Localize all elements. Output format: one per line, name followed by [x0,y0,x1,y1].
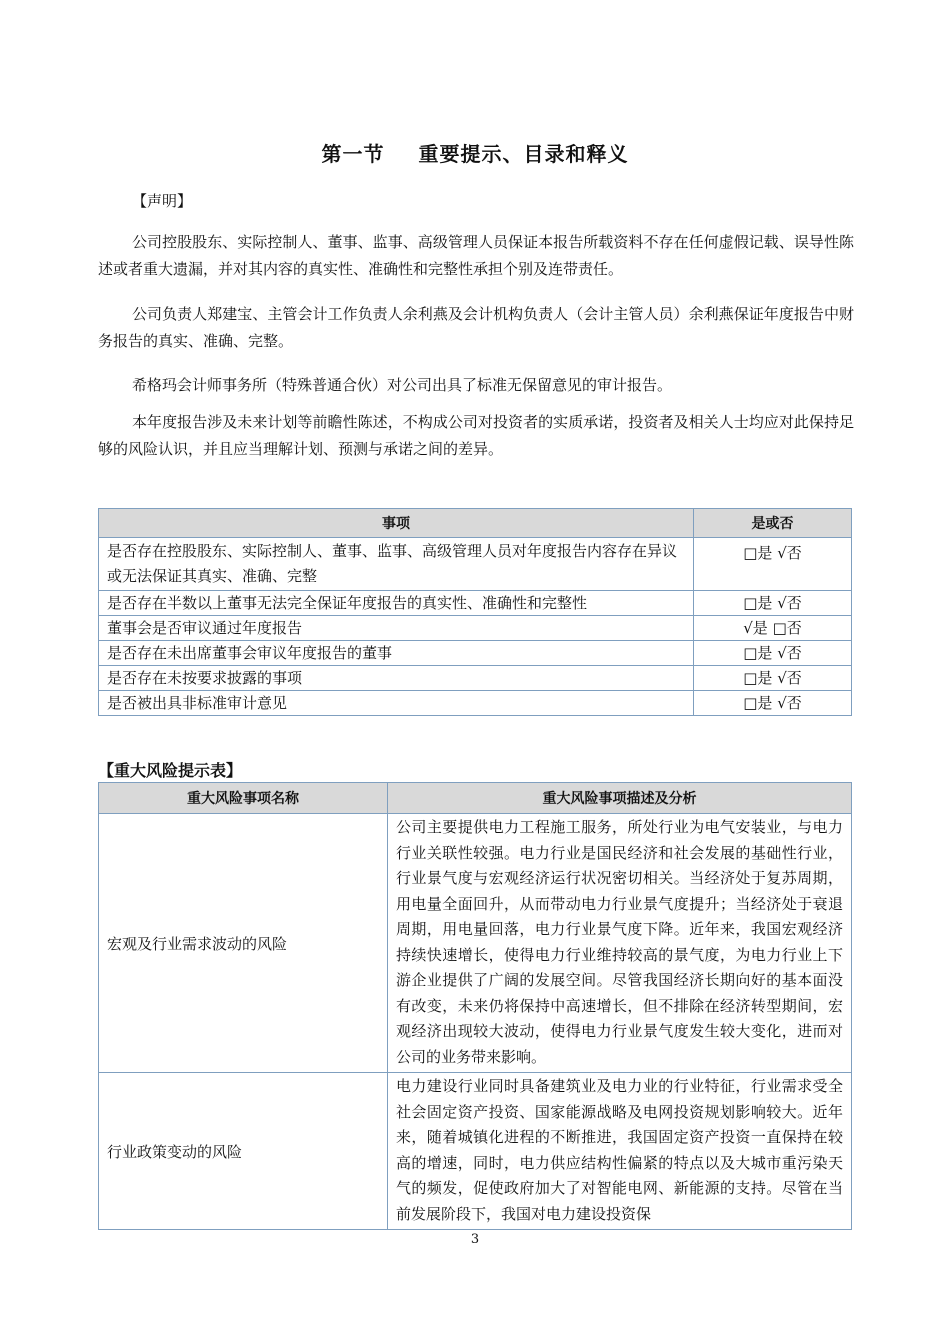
table-row [99,591,852,616]
table-row [99,1073,852,1230]
column-header-answer: 是或否 [694,509,852,538]
page-number: 3 [470,1232,480,1247]
statement-paragraph-1: 公司控股股东、实际控制人、董事、监事、高级管理人员保证本报告所载资料不存在任何虚假记载、误导性陈述或者重大遗漏，并对其内容的真实性、准确性和完整性承担个别及连带责任。 [98,233,854,278]
section-title-text: 重要提示、目录和释义 [418,142,629,166]
table-row [99,691,852,716]
table-row [99,641,852,666]
matter-item: 是否存在控股股东、实际控制人、董事、监事、高级管理人员对年度报告内容存在异议或无法保证其真实、准确、完整 [99,538,694,591]
statement-paragraph-2: 公司负责人郑建宝、主管会计工作负责人余利燕及会计机构负责人（会计主管人员）余利燕保证年度报告中财务报告的真实、准确、完整。 [98,305,854,350]
risk-name: 行业政策变动的风险 [99,1073,388,1230]
matters-table [98,508,852,716]
statement-label: 【声明】 [132,192,193,210]
table-header-row [99,509,852,538]
matter-answer: □是 √否 [694,641,852,666]
risk-name: 宏观及行业需求波动的风险 [99,814,388,1073]
risk-table [98,782,852,1230]
matter-item: 是否存在半数以上董事无法完全保证年度报告的真实性、准确性和完整性 [99,591,694,616]
column-header-item: 事项 [99,509,694,538]
risk-table-heading: 【重大风险提示表】 [98,761,243,780]
table-row [99,616,852,641]
table-row [99,666,852,691]
matter-item: 是否存在未出席董事会审议年度报告的董事 [99,641,694,666]
matter-item: 是否存在未按要求披露的事项 [99,666,694,691]
statement-paragraph-3: 希格玛会计师事务所（特殊普通合伙）对公司出具了标准无保留意见的审计报告。 [132,376,673,394]
risk-description: 公司主要提供电力工程施工服务，所处行业为电气安装业，与电力行业关联性较强。电力行业是国民经济和社会发展的基础性行业，行业景气度与宏观经济运行状况密切相关。当经济处于复苏周期，用电量全面回升，从而带动电力行业景气度提升；当经济处于衰退周期，用电量回落，电力行业景气度下降。近年来，我国宏观经济持续快速增长，使得电力行业维持较高的景气度，为电力行业上下游企业提供了广阔的发展空间。尽管我国经济长期向好的基本面没有改变，未来仍将保持中高速增长，但不排除在经济转型期间，宏观经济出现较大波动，使得电力行业景气度发生较大变化，进而对公司的业务带来影响。 [388,814,852,1073]
section-title [0,138,950,167]
table-header-row [99,783,852,814]
matter-item: 是否被出具非标准审计意见 [99,691,694,716]
matter-answer: □是 √否 [694,591,852,616]
table-row [99,814,852,1073]
statement-paragraph-4: 本年度报告涉及未来计划等前瞻性陈述，不构成公司对投资者的实质承诺，投资者及相关人士均应对此保持足够的风险认识，并且应当理解计划、预测与承诺之间的差异。 [98,413,854,458]
matter-answer: □是 √否 [694,666,852,691]
matter-answer: √是 □否 [694,616,852,641]
risk-description: 电力建设行业同时具备建筑业及电力业的行业特征，行业需求受全社会固定资产投资、国家能源战略及电网投资规划影响较大。近年来，随着城镇化进程的不断推进，我国固定资产投资一直保持在较高的增速，同时，电力供应结构性偏紧的特点以及大城市重污染天气的频发，促使政府加大了对智能电网、新能源的支持。尽管在当前发展阶段下，我国对电力建设投资保 [388,1073,852,1230]
column-header-risk-description: 重大风险事项描述及分析 [388,783,852,814]
table-row [99,538,852,591]
matter-answer: □是 √否 [694,691,852,716]
matter-item: 董事会是否审议通过年度报告 [99,616,694,641]
section-number: 第一节 [321,142,385,166]
column-header-risk-name: 重大风险事项名称 [99,783,388,814]
matter-answer: □是 √否 [694,538,852,591]
